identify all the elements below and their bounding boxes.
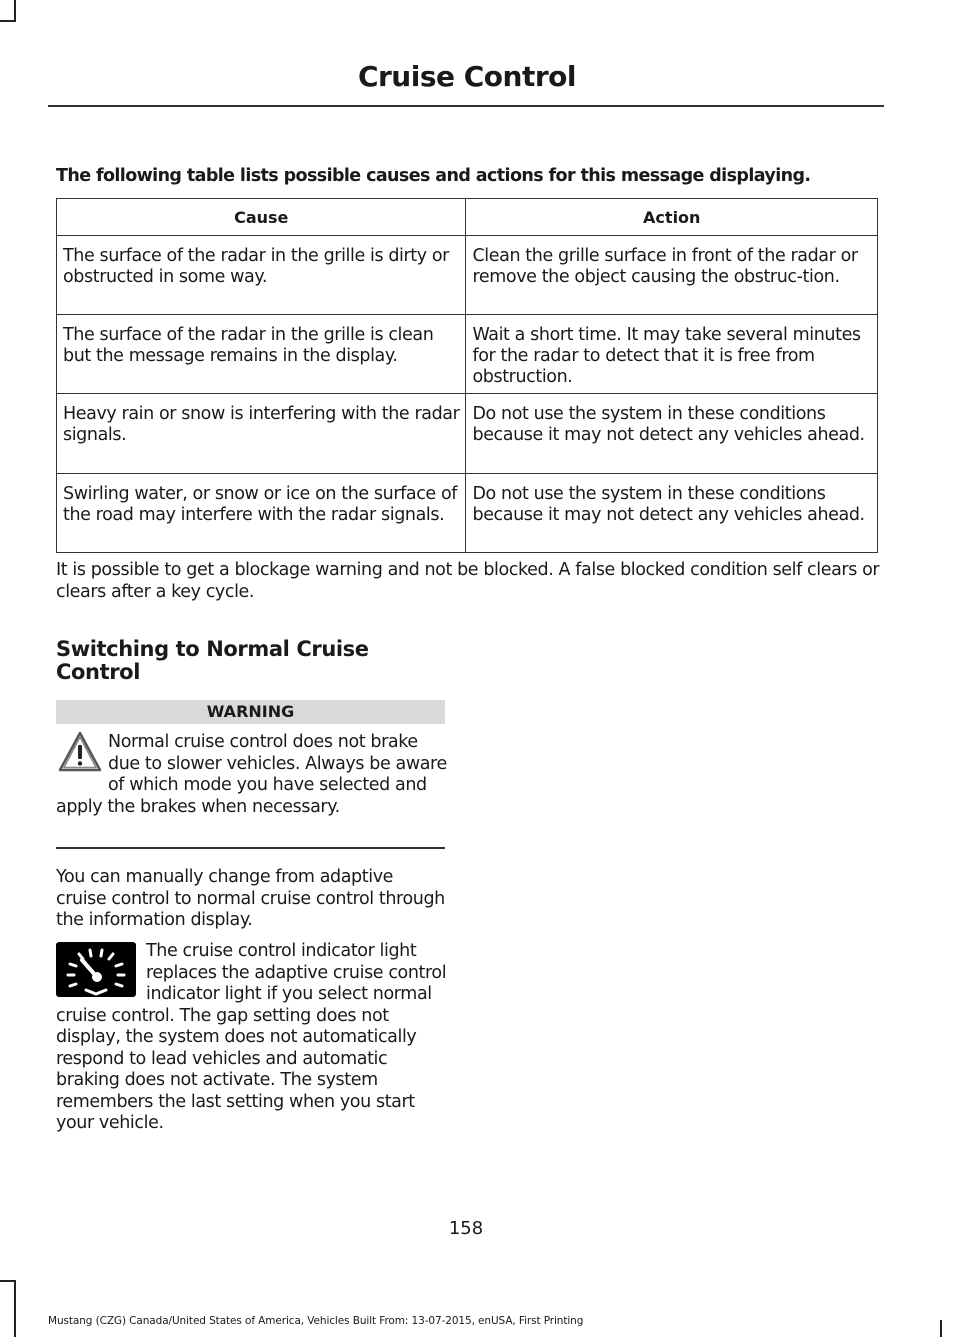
paragraph-indicator-light-content: The cruise control indicator light replaces the adaptive cruise control indicator light if you select normal cruise control. The gap setting does not display, the system does not automatically respond to lead vehicles and automatic braking does not activate. The system remembers the last setting when you start your vehicle. <box>56 941 447 1133</box>
action-cell: Wait a short time. It may take several minutes for the radar to detect that it is free from obstruction. <box>466 315 878 394</box>
table-row <box>57 474 878 553</box>
cause-cell: The surface of the radar in the grille is dirty or obstructed in some way. <box>57 236 466 315</box>
table-row <box>57 394 878 474</box>
action-cell: Do not use the system in these conditions because it may not detect any vehicles ahead. <box>466 394 878 474</box>
cause-cell: Heavy rain or snow is interfering with the radar signals. <box>57 394 466 474</box>
warning-text-content: Normal cruise control does not brake due to slower vehicles. Always be aware of which mode you have selected and apply the brakes when necessary. <box>56 732 447 817</box>
warning-divider <box>56 847 445 849</box>
crop-mark <box>14 0 16 22</box>
paragraph-indicator-light <box>56 941 448 1135</box>
page-number: 158 <box>448 1218 484 1239</box>
crop-mark <box>0 1280 16 1282</box>
warning-label: WARNING <box>56 700 445 724</box>
action-cell: Clean the grille surface in front of the radar or remove the object causing the obstruc-tion. <box>466 236 878 315</box>
cause-cell: Swirling water, or snow or ice on the surface of the road may interfere with the radar signals. <box>57 474 466 553</box>
table-intro: The following table lists possible causes and actions for this message displaying. <box>56 166 811 186</box>
column-header-action: Action <box>466 199 878 236</box>
section-heading: Switching to Normal Cruise Control <box>56 637 369 684</box>
blockage-note: It is possible to get a blockage warning and not be blocked. A false blocked condition self clears or clears after a key cycle. <box>56 560 880 602</box>
cause-cell: The surface of the radar in the grille is clean but the message remains in the display. <box>57 315 466 394</box>
causes-table <box>56 198 878 553</box>
table-row <box>57 236 878 315</box>
header-divider <box>48 105 884 107</box>
crop-mark <box>14 1280 16 1337</box>
page-title: Cruise Control <box>357 60 576 93</box>
paragraph-manual-change: You can manually change from adaptive cruise control to normal cruise control through the information display. <box>56 867 445 930</box>
column-header-cause: Cause <box>57 199 466 236</box>
crop-mark <box>0 20 16 22</box>
table-row <box>57 315 878 394</box>
action-cell: Do not use the system in these conditions because it may not detect any vehicles ahead. <box>466 474 878 553</box>
footer-text: Mustang (CZG) Canada/United States of America, Vehicles Built From: 13-07-2015, enUSA, First Printing <box>48 1315 584 1327</box>
table-header-row <box>57 199 878 236</box>
warning-text <box>56 732 448 818</box>
crop-mark <box>940 1320 942 1337</box>
